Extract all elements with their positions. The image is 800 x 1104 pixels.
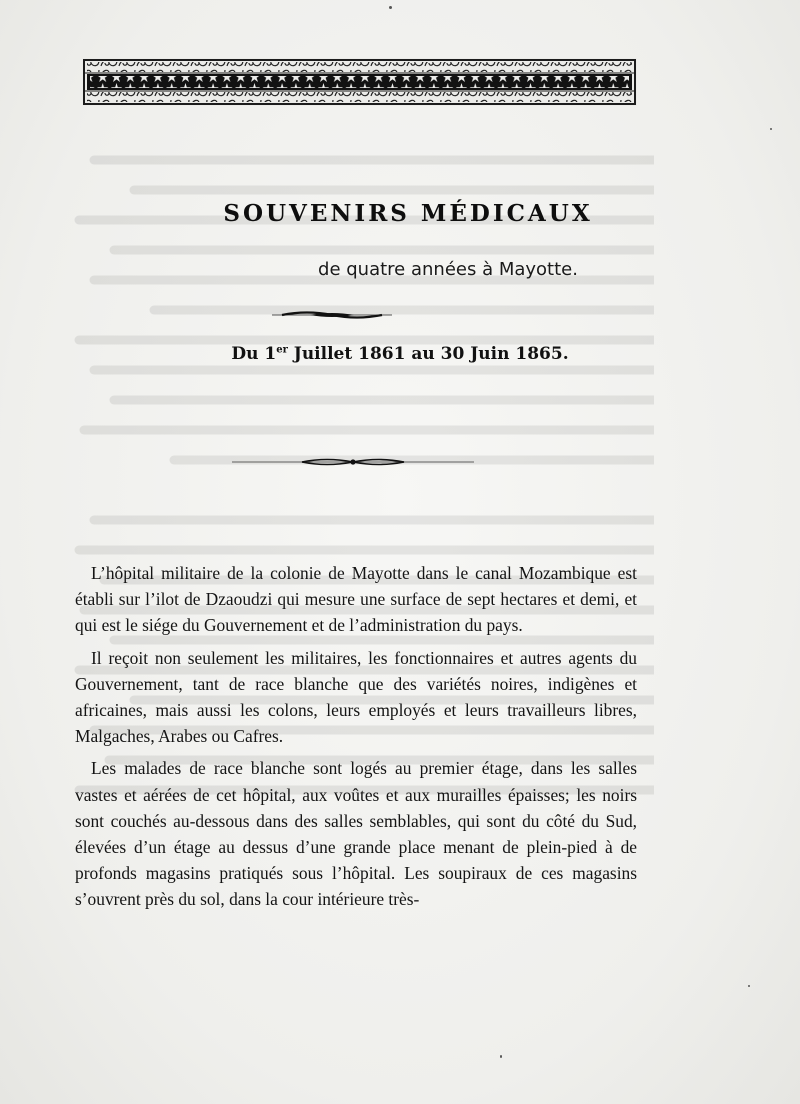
paper-speck bbox=[770, 128, 772, 130]
ornamental-header-band bbox=[82, 58, 637, 106]
paper-speck bbox=[500, 1055, 502, 1058]
paper-speck bbox=[748, 985, 750, 987]
paragraph-2: Il reçoit non seulement les militaires, les fonctionnaires et autres agents du Gouvernement, tant de race blanche que des variétés noires, indigènes et africaines, mais aussi les colons, leurs employés et leurs travailleurs libres, Malgaches, Arabes ou Cafres. bbox=[75, 647, 637, 747]
document-subtitle: de quatre années à Mayotte. bbox=[318, 259, 578, 280]
paragraph-1: L’hôpital militaire de la colonie de Mayotte dans le canal Mozambique est établi sur l’ilot de Dzaoudzi qui mesure une surface de sept hectares et demi, et qui est le siége du Gouvernement et de l’administration du pays. bbox=[75, 563, 637, 636]
date-range-heading bbox=[0, 344, 800, 364]
decorative-rule-short bbox=[272, 308, 392, 322]
date-range-rest: Juillet 1861 au 30 Juin 1865. bbox=[287, 344, 569, 364]
body-text bbox=[75, 560, 637, 919]
document-title: SOUVENIRS MÉDICAUX bbox=[223, 200, 593, 227]
date-range-superscript: er bbox=[276, 344, 288, 356]
date-range-prefix: Du 1 bbox=[231, 344, 277, 364]
decorative-rule-long bbox=[232, 455, 474, 469]
paragraph-3: Les malades de race blanche sont logés au premier étage, dans les salles vastes et aérées de cet hôpital, aux voûtes et aux murailles épaisses; les noirs sont couchés au-dessous dans des salles semblables, qui sont du côté du Sud, élevées d’un étage au dessus d’une grande place menant de plein-pied à de profonds magasins pratiqués sous l’hôpital. Les soupiraux de ces magasins s’ouvrent près du sol, dans la cour intérieure très- bbox=[75, 758, 637, 910]
paper-speck bbox=[389, 6, 392, 9]
